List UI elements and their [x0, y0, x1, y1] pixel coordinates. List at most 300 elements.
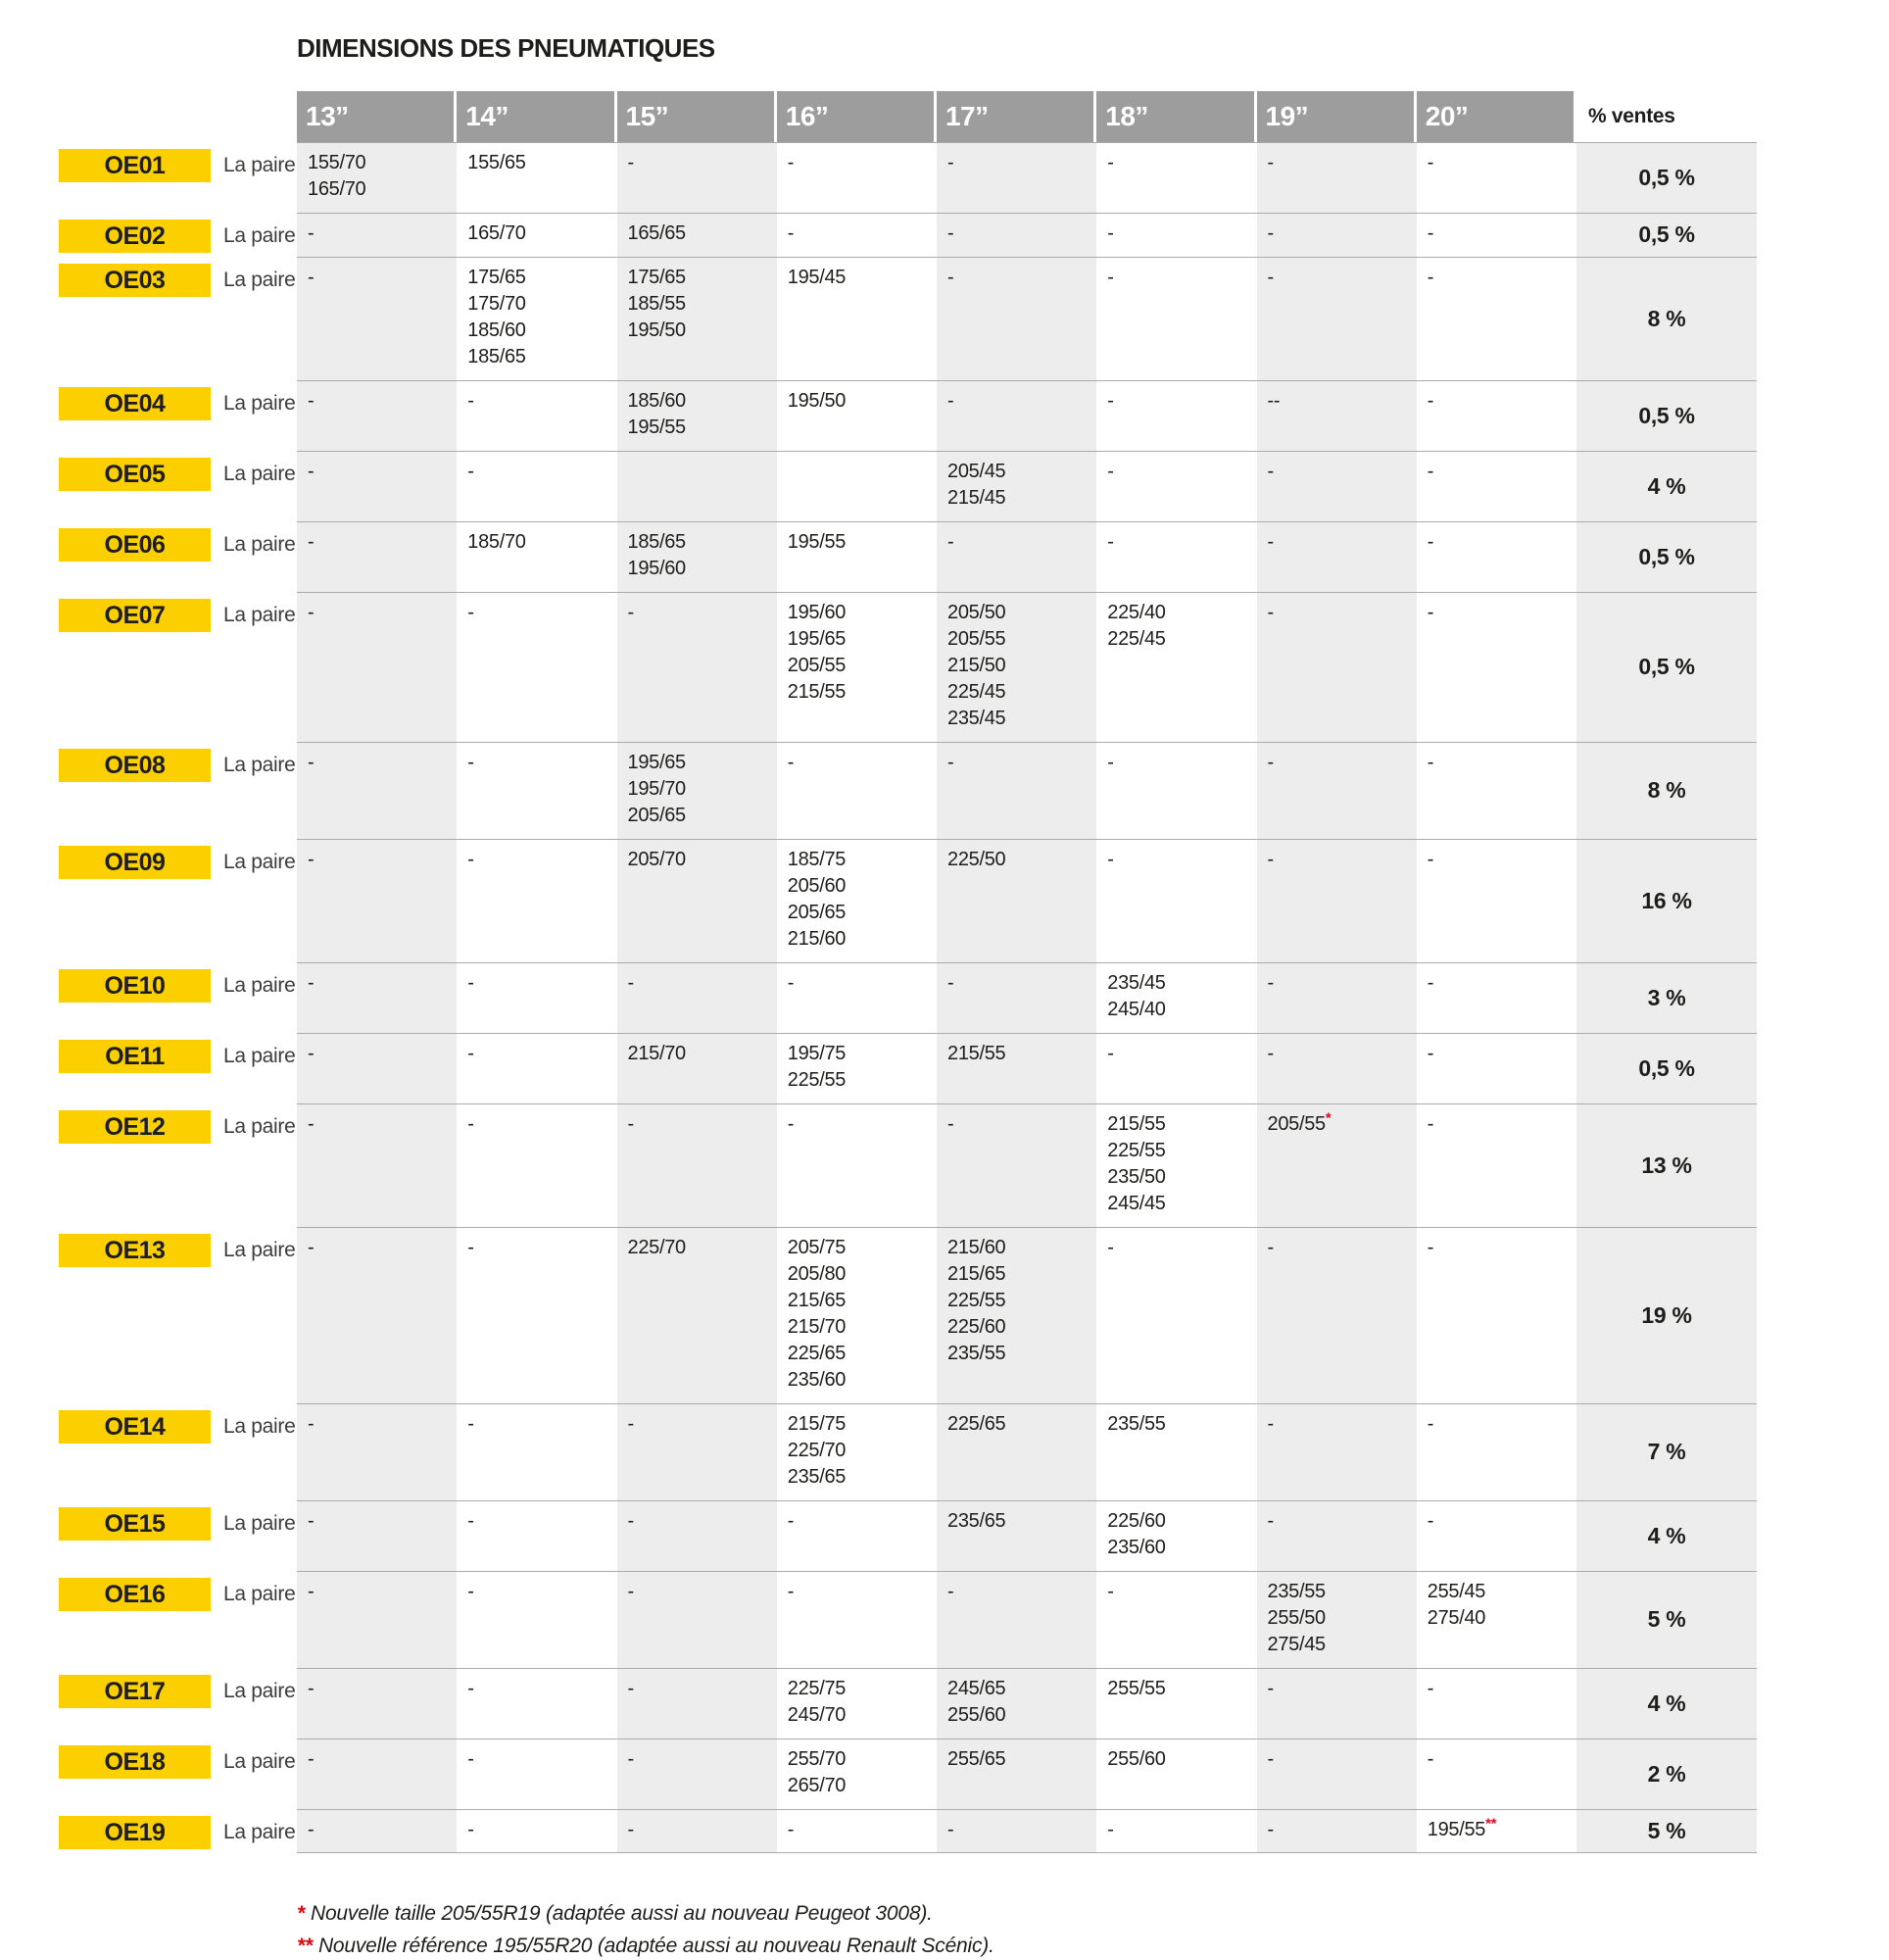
- tire-size: 195/65: [627, 752, 686, 773]
- tire-size: -: [1107, 267, 1114, 288]
- tire-size: 235/50: [1107, 1166, 1166, 1188]
- tire-size: 185/65: [627, 531, 686, 553]
- tire-size: -: [1427, 1113, 1434, 1135]
- tire-size: 205/75: [787, 1237, 847, 1258]
- size-cell-16in: [777, 742, 937, 839]
- size-cell-16in: [777, 1403, 937, 1500]
- table-row-oe01: [0, 142, 1757, 213]
- tire-size: 205/55*: [1267, 1109, 1332, 1135]
- tire-size: 215/65: [947, 1263, 1006, 1285]
- size-cell-19in: [1257, 592, 1417, 742]
- footnote-marker: *: [1325, 1109, 1332, 1127]
- table-row-oe11: [0, 1033, 1757, 1103]
- tire-size: 205/70: [627, 849, 686, 870]
- tire-size: -: [308, 1237, 315, 1258]
- tire-size: -: [467, 972, 474, 994]
- tire-size: -: [947, 531, 954, 553]
- size-cell-16in: [777, 142, 937, 213]
- size-cell-15in: [617, 380, 777, 451]
- tire-size: -: [1427, 1510, 1434, 1532]
- table-body: [0, 142, 1757, 1853]
- sales-column-header: % ventes: [1576, 91, 1757, 142]
- table-row-oe15: [0, 1500, 1757, 1571]
- row-code-badge: OE13: [59, 1234, 211, 1267]
- footnote-2-marker: **: [297, 1935, 313, 1957]
- size-cell-14in: [457, 380, 616, 451]
- tire-size: -: [1107, 461, 1114, 482]
- tire-size: -: [1107, 1581, 1114, 1602]
- size-cell-19in: [1257, 1809, 1417, 1853]
- tire-size: 275/45: [1267, 1634, 1326, 1655]
- tire-size: 215/70: [627, 1043, 686, 1064]
- size-cell-14in: [457, 142, 616, 213]
- tire-size: 255/55: [1107, 1678, 1166, 1699]
- size-cell-17in: [937, 521, 1096, 592]
- tire-size: 225/70: [787, 1440, 847, 1461]
- tire-size: -: [787, 1819, 795, 1840]
- row-label-cell: [0, 521, 297, 592]
- size-cell-18in: [1096, 142, 1256, 213]
- tire-size: -: [787, 1510, 795, 1532]
- pair-label: La paire: [223, 1680, 296, 1702]
- row-code-badge: OE16: [59, 1578, 211, 1611]
- tire-size: 225/65: [947, 1413, 1006, 1435]
- size-cell-13in: [297, 839, 457, 962]
- tire-size: -: [1267, 1237, 1274, 1258]
- tire-size: -: [467, 461, 474, 482]
- pair-label: La paire: [223, 1821, 296, 1843]
- tire-size: 275/40: [1427, 1607, 1486, 1629]
- tire-size: -: [787, 1113, 795, 1135]
- size-cell-17in: [937, 380, 1096, 451]
- tire-size: 235/45: [1107, 972, 1166, 994]
- size-cell-17in: [937, 839, 1096, 962]
- row-code-badge: OE08: [59, 749, 211, 782]
- tire-size: 195/55**: [1427, 1815, 1497, 1840]
- size-cell-13in: [297, 521, 457, 592]
- footnote-2: [297, 1930, 994, 1960]
- size-cell-19in: [1257, 1403, 1417, 1500]
- tire-size: -: [467, 1510, 474, 1532]
- size-cell-16in: [777, 380, 937, 451]
- pair-label: La paire: [223, 974, 296, 997]
- sales-percentage: 4 %: [1647, 1522, 1686, 1548]
- tire-size: -: [947, 222, 954, 244]
- size-cell-16in: [777, 257, 937, 380]
- table-row-oe06: [0, 521, 1757, 592]
- tire-size: -: [1267, 461, 1274, 482]
- size-cell-15in: [617, 592, 777, 742]
- pair-label: La paire: [223, 269, 296, 291]
- size-cell-18in: [1096, 451, 1256, 521]
- size-cell-15in: [617, 521, 777, 592]
- tire-size: 215/50: [947, 655, 1006, 676]
- tire-size: -: [1427, 972, 1434, 994]
- tire-size: 185/55: [627, 293, 686, 315]
- tire-size: -: [308, 1113, 315, 1135]
- tire-size: -: [787, 752, 795, 773]
- size-cell-17in: [937, 451, 1096, 521]
- size-cell-18in: [1096, 1739, 1256, 1809]
- tire-size: -: [308, 849, 315, 870]
- size-cell-18in: [1096, 1403, 1256, 1500]
- pair-label: La paire: [223, 1045, 296, 1067]
- size-cell-17in: [937, 1403, 1096, 1500]
- tire-size: -: [1427, 1678, 1434, 1699]
- size-cell-17in: [937, 592, 1096, 742]
- size-cell-16in: [777, 451, 937, 521]
- sales-percentage: 0,5 %: [1638, 221, 1695, 247]
- tire-size: 185/60: [467, 319, 526, 341]
- footnote-2-text: Nouvelle référence 195/55R20 (adaptée aussi au nouveau Renault Scénic).: [317, 1935, 994, 1957]
- size-cell-17in: [937, 1668, 1096, 1739]
- tire-size: -: [947, 152, 954, 173]
- tire-size: -: [947, 1819, 954, 1840]
- tire-size: -: [947, 390, 954, 412]
- size-cell-13in: [297, 742, 457, 839]
- sales-percentage: 13 %: [1641, 1152, 1692, 1178]
- size-cell-16in: [777, 1103, 937, 1227]
- tire-size: 255/70: [787, 1748, 847, 1770]
- sales-percentage: 2 %: [1647, 1760, 1686, 1787]
- pair-label: La paire: [223, 154, 296, 176]
- tire-size: -: [308, 1748, 315, 1770]
- tire-size: 205/65: [627, 805, 686, 826]
- tire-size: -: [308, 390, 315, 412]
- tire-size: -: [627, 1748, 634, 1770]
- tire-size: 215/60: [787, 928, 847, 950]
- tire-size: 225/60: [1107, 1510, 1166, 1532]
- tire-size: 235/55: [1107, 1413, 1166, 1435]
- size-cell-13in: [297, 1668, 457, 1739]
- tire-size: -: [308, 531, 315, 553]
- sales-percentage: 4 %: [1647, 472, 1686, 499]
- size-cell-18in: [1096, 1033, 1256, 1103]
- tire-size: 165/70: [308, 178, 366, 200]
- column-header-18in: 18”: [1096, 91, 1253, 142]
- tire-size: -: [627, 152, 634, 173]
- size-cell-19in: [1257, 1500, 1417, 1571]
- tire-size: -: [1107, 849, 1114, 870]
- size-cell-13in: [297, 1033, 457, 1103]
- row-label-cell: [0, 1033, 297, 1103]
- size-cell-18in: [1096, 1668, 1256, 1739]
- row-label-cell: [0, 1739, 297, 1809]
- tire-size: 225/75: [787, 1678, 847, 1699]
- tire-size: 225/55: [947, 1290, 1006, 1311]
- tire-size: 185/65: [467, 346, 526, 368]
- tire-size: 225/60: [947, 1316, 1006, 1338]
- size-cell-17in: [937, 1571, 1096, 1668]
- table-row-oe17: [0, 1668, 1757, 1739]
- tire-size: -: [1427, 1748, 1434, 1770]
- size-cell-14in: [457, 1033, 616, 1103]
- size-cell-19in: [1257, 962, 1417, 1033]
- table-row-oe05: [0, 451, 1757, 521]
- table-row-oe13: [0, 1227, 1757, 1403]
- size-cell-14in: [457, 1668, 616, 1739]
- tire-size: 195/50: [627, 319, 686, 341]
- tire-size: 245/40: [1107, 999, 1166, 1020]
- size-cell-20in: [1417, 213, 1576, 257]
- tire-size: 215/75: [787, 1413, 847, 1435]
- tire-size: 215/55: [787, 681, 847, 703]
- size-cell-20in: [1417, 1227, 1576, 1403]
- tire-size: -: [627, 1819, 634, 1840]
- tire-size: -: [308, 267, 315, 288]
- tire-size: -: [1427, 222, 1434, 244]
- size-cell-16in: [777, 521, 937, 592]
- tire-size: 155/70: [308, 152, 366, 173]
- row-code-badge: OE05: [59, 458, 211, 491]
- tire-size: 235/55: [1267, 1581, 1326, 1602]
- row-code-badge: OE11: [59, 1040, 211, 1073]
- table-row-oe09: [0, 839, 1757, 962]
- tire-size: -: [627, 1510, 634, 1532]
- tire-size: 225/70: [627, 1237, 686, 1258]
- size-cell-19in: [1257, 213, 1417, 257]
- tire-size: --: [1267, 390, 1281, 412]
- tire-size: -: [787, 972, 795, 994]
- tire-size: 185/60: [627, 390, 686, 412]
- row-code-badge: OE01: [59, 149, 211, 182]
- table-row-oe07: [0, 592, 1757, 742]
- size-cell-16in: [777, 962, 937, 1033]
- tire-size: 195/55: [627, 416, 686, 438]
- tire-size: -: [1427, 152, 1434, 173]
- footnote-marker: **: [1485, 1815, 1497, 1833]
- row-label-cell: [0, 592, 297, 742]
- tire-size: -: [467, 1748, 474, 1770]
- tire-size: 235/45: [947, 708, 1006, 729]
- tire-size: -: [1427, 1237, 1434, 1258]
- row-code-badge: OE14: [59, 1410, 211, 1444]
- tire-size: -: [627, 1113, 634, 1135]
- tire-size: 225/50: [947, 849, 1006, 870]
- tire-size: -: [1427, 267, 1434, 288]
- row-label-cell: [0, 142, 297, 213]
- tire-size: 235/60: [1107, 1537, 1166, 1558]
- tire-size: -: [1267, 1043, 1274, 1064]
- row-label-cell: [0, 451, 297, 521]
- tire-dimensions-table: [0, 91, 1757, 1853]
- tire-size: 245/70: [787, 1704, 847, 1726]
- tire-size: -: [1267, 1819, 1274, 1840]
- table-row-oe10: [0, 962, 1757, 1033]
- size-cell-14in: [457, 521, 616, 592]
- size-cell-14in: [457, 742, 616, 839]
- tire-size: -: [787, 1581, 795, 1602]
- tire-size: -: [1427, 752, 1434, 773]
- size-cell-20in: [1417, 257, 1576, 380]
- size-cell-13in: [297, 1403, 457, 1500]
- size-cell-19in: [1257, 1571, 1417, 1668]
- page-title: DIMENSIONS DES PNEUMATIQUES: [297, 33, 715, 63]
- size-cell-17in: [937, 257, 1096, 380]
- tire-size: -: [1427, 461, 1434, 482]
- tire-size: -: [1427, 849, 1434, 870]
- size-cell-20in: [1417, 962, 1576, 1033]
- tire-size: -: [308, 1581, 315, 1602]
- size-cell-15in: [617, 1033, 777, 1103]
- tire-size: 215/55: [947, 1043, 1006, 1064]
- size-cell-13in: [297, 257, 457, 380]
- tire-size: -: [1267, 1678, 1274, 1699]
- size-cell-14in: [457, 1809, 616, 1853]
- tire-size: 175/65: [467, 267, 526, 288]
- size-cell-18in: [1096, 839, 1256, 962]
- size-cell-13in: [297, 1227, 457, 1403]
- column-header-19in: 19”: [1257, 91, 1414, 142]
- size-cell-18in: [1096, 742, 1256, 839]
- tire-size: -: [627, 1581, 634, 1602]
- size-cell-17in: [937, 1227, 1096, 1403]
- size-cell-18in: [1096, 257, 1256, 380]
- footnotes: [297, 1897, 994, 1960]
- size-cell-16in: [777, 1739, 937, 1809]
- size-cell-18in: [1096, 1809, 1256, 1853]
- tire-size: 195/55: [787, 531, 847, 553]
- size-cell-14in: [457, 839, 616, 962]
- table-row-oe19: [0, 1809, 1757, 1853]
- size-cell-13in: [297, 1103, 457, 1227]
- size-cell-19in: [1257, 451, 1417, 521]
- tire-size: 195/60: [627, 558, 686, 579]
- tire-size: 225/40: [1107, 602, 1166, 623]
- size-cell-13in: [297, 962, 457, 1033]
- size-cell-13in: [297, 451, 457, 521]
- size-cell-19in: [1257, 142, 1417, 213]
- size-cell-17in: [937, 1739, 1096, 1809]
- tire-size: -: [787, 152, 795, 173]
- row-code-badge: OE15: [59, 1507, 211, 1541]
- tire-size: -: [1267, 267, 1274, 288]
- footnote-1-text: Nouvelle taille 205/55R19 (adaptée aussi au nouveau Peugeot 3008).: [310, 1902, 933, 1925]
- row-label-cell: [0, 257, 297, 380]
- pair-label: La paire: [223, 851, 296, 873]
- size-cell-13in: [297, 213, 457, 257]
- tire-size: -: [1427, 602, 1434, 623]
- tire-size: -: [1427, 1043, 1434, 1064]
- size-cell-20in: [1417, 1103, 1576, 1227]
- tire-size: 195/50: [787, 390, 847, 412]
- row-label-cell: [0, 1227, 297, 1403]
- size-cell-20in: [1417, 521, 1576, 592]
- size-cell-20in: [1417, 451, 1576, 521]
- pair-label: La paire: [223, 754, 296, 776]
- tire-size: -: [1107, 222, 1114, 244]
- tire-size: 185/75: [787, 849, 847, 870]
- tire-size: -: [1267, 1748, 1274, 1770]
- size-cell-20in: [1417, 1033, 1576, 1103]
- size-cell-17in: [937, 1103, 1096, 1227]
- pair-label: La paire: [223, 533, 296, 556]
- size-cell-19in: [1257, 1739, 1417, 1809]
- size-cell-19in: [1257, 1033, 1417, 1103]
- size-cell-15in: [617, 213, 777, 257]
- pair-label: La paire: [223, 1512, 296, 1535]
- tire-size: -: [308, 972, 315, 994]
- tire-size: 255/50: [1267, 1607, 1326, 1629]
- size-cell-17in: [937, 142, 1096, 213]
- size-cell-15in: [617, 1227, 777, 1403]
- tire-size: -: [627, 1413, 634, 1435]
- pair-label: La paire: [223, 224, 296, 247]
- size-cell-20in: [1417, 142, 1576, 213]
- size-cell-14in: [457, 451, 616, 521]
- size-cell-20in: [1417, 1809, 1576, 1853]
- row-label-cell: [0, 1403, 297, 1500]
- size-cell-13in: [297, 380, 457, 451]
- size-cell-19in: [1257, 257, 1417, 380]
- size-cell-20in: [1417, 1668, 1576, 1739]
- tire-size: 185/70: [467, 531, 526, 553]
- pair-label: La paire: [223, 1115, 296, 1138]
- sales-percentage: 16 %: [1641, 887, 1692, 913]
- row-label-cell: [0, 1571, 297, 1668]
- size-cell-15in: [617, 1668, 777, 1739]
- tire-size: 175/65: [627, 267, 686, 288]
- tire-size: -: [1267, 1413, 1274, 1435]
- tire-size: 225/45: [947, 681, 1006, 703]
- tire-size: 225/55: [1107, 1140, 1166, 1161]
- size-cell-20in: [1417, 1500, 1576, 1571]
- column-header-17in: 17”: [937, 91, 1093, 142]
- tire-size: 205/45: [947, 461, 1006, 482]
- row-code-badge: OE17: [59, 1675, 211, 1708]
- tire-size: 215/45: [947, 487, 1006, 509]
- size-cell-14in: [457, 1739, 616, 1809]
- size-cell-14in: [457, 592, 616, 742]
- size-cell-16in: [777, 839, 937, 962]
- tire-size: 245/45: [1107, 1193, 1166, 1214]
- size-cell-13in: [297, 1809, 457, 1853]
- tire-size: -: [308, 1819, 315, 1840]
- size-cell-20in: [1417, 1571, 1576, 1668]
- size-cell-18in: [1096, 521, 1256, 592]
- size-cell-20in: [1417, 380, 1576, 451]
- row-code-badge: OE03: [59, 264, 211, 297]
- tire-size: -: [467, 1237, 474, 1258]
- tire-size: -: [308, 222, 315, 244]
- size-cell-16in: [777, 213, 937, 257]
- pair-label: La paire: [223, 1415, 296, 1438]
- column-header-16in: 16”: [777, 91, 934, 142]
- size-cell-13in: [297, 592, 457, 742]
- tire-size: -: [467, 752, 474, 773]
- size-cell-19in: [1257, 742, 1417, 839]
- size-cell-15in: [617, 1403, 777, 1500]
- sales-percentage: 0,5 %: [1638, 654, 1695, 679]
- tire-size: -: [467, 1581, 474, 1602]
- row-code-badge: OE02: [59, 220, 211, 253]
- size-cell-19in: [1257, 380, 1417, 451]
- tire-size: -: [627, 1678, 634, 1699]
- tire-size: -: [308, 1510, 315, 1532]
- size-cell-15in: [617, 1571, 777, 1668]
- size-cell-18in: [1096, 592, 1256, 742]
- table-header-row: [0, 91, 1757, 142]
- tire-size: -: [467, 849, 474, 870]
- tire-size: -: [1107, 752, 1114, 773]
- row-label-cell: [0, 1103, 297, 1227]
- tire-size: -: [1267, 752, 1274, 773]
- tire-size: 195/45: [787, 267, 847, 288]
- size-cell-14in: [457, 1403, 616, 1500]
- header-spacer: [0, 91, 297, 142]
- row-code-badge: OE07: [59, 599, 211, 632]
- sales-percentage: 0,5 %: [1638, 543, 1695, 569]
